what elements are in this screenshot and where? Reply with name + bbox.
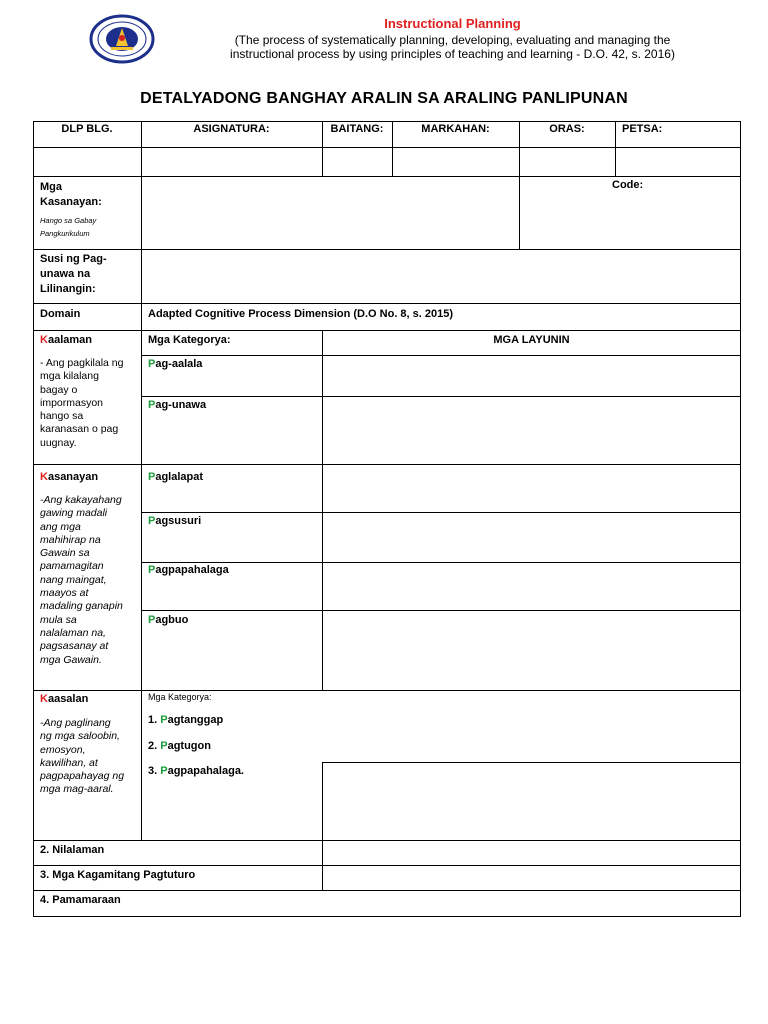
mga-kasanayan-label: Mga Kasanayan: (40, 181, 102, 208)
cognitive-process-dimension-label: Adapted Cognitive Process Dimension (D.O No. 8, s. 2015) (148, 308, 454, 320)
mga-kategorya-header: Mga Kategorya: (148, 334, 231, 346)
asignatura-header: ASIGNATURA: (193, 123, 270, 135)
category-pagsusuri: Pagsusuri (148, 515, 202, 527)
domain-label: Domain (40, 308, 81, 320)
category-pagbuo: Pagbuo (148, 614, 189, 626)
kaalaman-description: - Ang pagkilala ng mga kilalang bagay o impormasyon hango sa karanasan o pag uugnay. (40, 357, 124, 449)
mga-layunin-header: MGA LAYUNIN (493, 334, 570, 346)
category-pagtugon: 2. Pagtugon (148, 740, 211, 752)
instructional-planning-definition: (The process of systematically planning, developing, evaluating and managing the instructional process by using principles of teaching and learning - D.O. 42, s. 2016) (230, 33, 675, 61)
pamamaraan-label: 4. Pamamaraan (40, 894, 121, 906)
category-pag-unawa: Pag-unawa (148, 399, 207, 411)
gabay-pangkurikulum-note: Hango sa Gabay Pangkurikulum (40, 216, 97, 238)
dlp-blg-header: DLP BLG. (61, 123, 113, 135)
category-pagpapahalaga-kaasalan: 3. Pagpapahalaga. (148, 765, 244, 777)
document-title: DETALYADONG BANGHAY ARALIN SA ARALING PANLIPUNAN (140, 90, 628, 107)
category-paglalapat: Paglalapat (148, 471, 204, 483)
kaalaman-domain-title: Kaalaman (40, 334, 92, 346)
markahan-header: MARKAHAN: (421, 123, 490, 135)
kaasalan-kategorya-header: Mga Kategorya: (148, 692, 212, 702)
petsa-header: PETSA: (622, 123, 663, 135)
kasanayan-description: -Ang kakayahang gawing madali ang mga mahihirap na Gawain sa pamamagitan nang maingat, maayos at madaling ganapin mula sa nalalaman na, pagsasanay at mga Gawain. (40, 494, 123, 666)
instructional-planning-title: Instructional Planning (384, 16, 521, 31)
kagamitang-pagtuturo-label: 3. Mga Kagamitang Pagtuturo (40, 869, 196, 881)
nilalaman-label: 2. Nilalaman (40, 844, 105, 856)
category-pagpapahalaga: Pagpapahalaga (148, 564, 229, 576)
baitang-header: BAITANG: (330, 123, 384, 135)
susi-ng-pag-unawa-label: Susi ng Pag- unawa na Lilinangin: (40, 253, 107, 295)
category-pag-aalala: Pag-aalala (148, 358, 203, 370)
kaasalan-domain-title: Kaasalan (40, 693, 89, 705)
code-label: Code: (612, 179, 644, 191)
category-pagtanggap: 1. Pagtanggap (148, 714, 224, 726)
deped-seal-logo (89, 14, 155, 64)
kasanayan-domain-title: Kasanayan (40, 471, 99, 483)
kaasalan-description: -Ang paglinang ng mga saloobin, emosyon, kawilihan, at pagpapahayag ng mga mag-aaral. (40, 717, 125, 796)
oras-header: ORAS: (549, 123, 585, 135)
